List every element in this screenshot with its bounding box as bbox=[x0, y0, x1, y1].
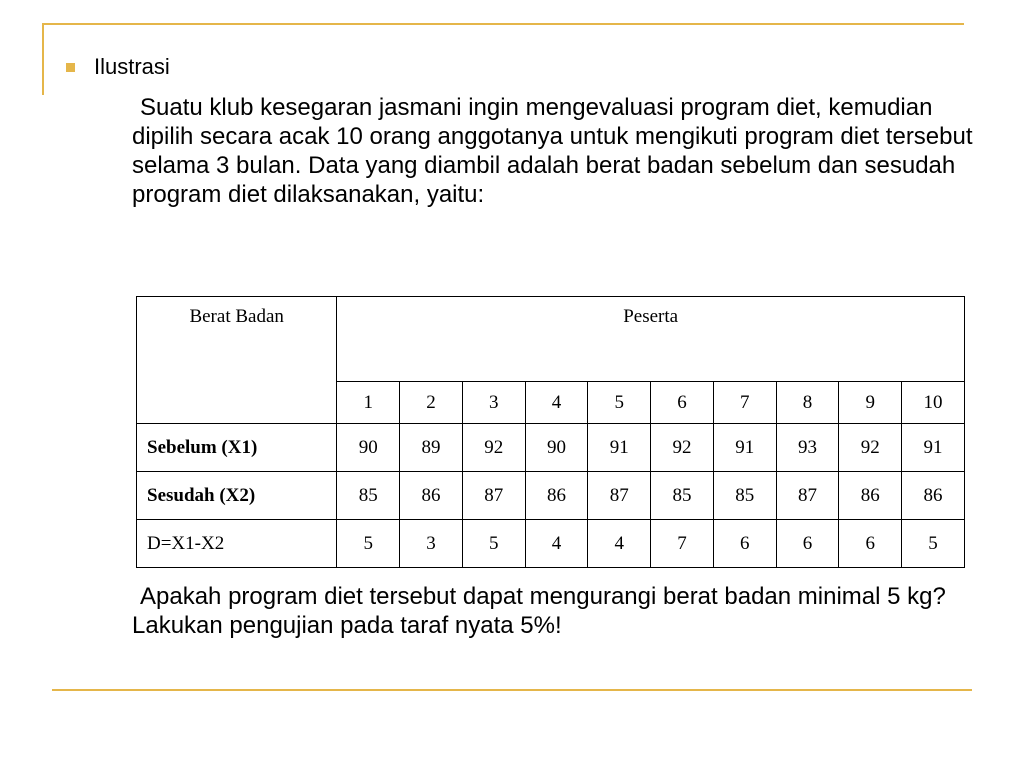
bullet-square-icon bbox=[66, 63, 75, 72]
participant-cell: 9 bbox=[839, 382, 902, 424]
table-cell: 89 bbox=[400, 424, 463, 472]
header-group-cell: Peserta bbox=[337, 297, 965, 382]
table-cell: 6 bbox=[713, 520, 776, 568]
participant-cell: 7 bbox=[713, 382, 776, 424]
table-row-sebelum bbox=[137, 424, 965, 472]
bottom-rule bbox=[52, 689, 972, 691]
table-cell: 90 bbox=[525, 424, 588, 472]
table-row-sesudah bbox=[137, 472, 965, 520]
table-cell: 6 bbox=[839, 520, 902, 568]
participant-cell: 4 bbox=[525, 382, 588, 424]
table-cell: 86 bbox=[902, 472, 965, 520]
table-cell: 90 bbox=[337, 424, 400, 472]
participant-cell: 5 bbox=[588, 382, 651, 424]
table-row-difference bbox=[137, 520, 965, 568]
participant-cell: 3 bbox=[462, 382, 525, 424]
table-cell: 4 bbox=[525, 520, 588, 568]
row-label: Sebelum (X1) bbox=[137, 424, 337, 472]
top-rule bbox=[42, 23, 964, 25]
table-cell: 5 bbox=[902, 520, 965, 568]
table-cell: 3 bbox=[400, 520, 463, 568]
table-cell: 87 bbox=[776, 472, 839, 520]
participant-cell: 1 bbox=[337, 382, 400, 424]
table-cell: 91 bbox=[902, 424, 965, 472]
table-header-row bbox=[137, 297, 965, 382]
intro-paragraph: Suatu klub kesegaran jasmani ingin mengevaluasi program diet, kemudian dipilih secara acak 10 orang anggotanya untuk mengikuti program diet tersebut selama 3 bulan. Data yang diambil adalah berat badan sebelum dan sesudah program diet dilaksanakan, yaitu: bbox=[132, 94, 973, 208]
participant-cell: 8 bbox=[776, 382, 839, 424]
participant-cell: 6 bbox=[651, 382, 714, 424]
table-cell: 87 bbox=[462, 472, 525, 520]
left-rule bbox=[42, 23, 44, 95]
table-cell: 6 bbox=[776, 520, 839, 568]
table-cell: 85 bbox=[713, 472, 776, 520]
header-label-cell: Berat Badan bbox=[137, 297, 337, 424]
table-cell: 86 bbox=[525, 472, 588, 520]
table-cell: 92 bbox=[839, 424, 902, 472]
table-cell: 91 bbox=[713, 424, 776, 472]
table-cell: 5 bbox=[337, 520, 400, 568]
slide-heading: Ilustrasi bbox=[94, 54, 170, 79]
table-cell: 4 bbox=[588, 520, 651, 568]
table-cell: 91 bbox=[588, 424, 651, 472]
table-cell: 5 bbox=[462, 520, 525, 568]
table-cell: 7 bbox=[651, 520, 714, 568]
table-cell: 86 bbox=[839, 472, 902, 520]
participant-cell: 2 bbox=[400, 382, 463, 424]
table-cell: 92 bbox=[651, 424, 714, 472]
table-cell: 85 bbox=[337, 472, 400, 520]
participant-cell: 10 bbox=[902, 382, 965, 424]
table-cell: 86 bbox=[400, 472, 463, 520]
table-cell: 87 bbox=[588, 472, 651, 520]
row-label: D=X1-X2 bbox=[137, 520, 337, 568]
table-cell: 93 bbox=[776, 424, 839, 472]
row-label: Sesudah (X2) bbox=[137, 472, 337, 520]
table-cell: 85 bbox=[651, 472, 714, 520]
data-table bbox=[136, 296, 965, 568]
table-cell: 92 bbox=[462, 424, 525, 472]
question-paragraph: Apakah program diet tersebut dapat mengurangi berat badan minimal 5 kg? Lakukan pengujian pada taraf nyata 5%! bbox=[132, 583, 946, 639]
